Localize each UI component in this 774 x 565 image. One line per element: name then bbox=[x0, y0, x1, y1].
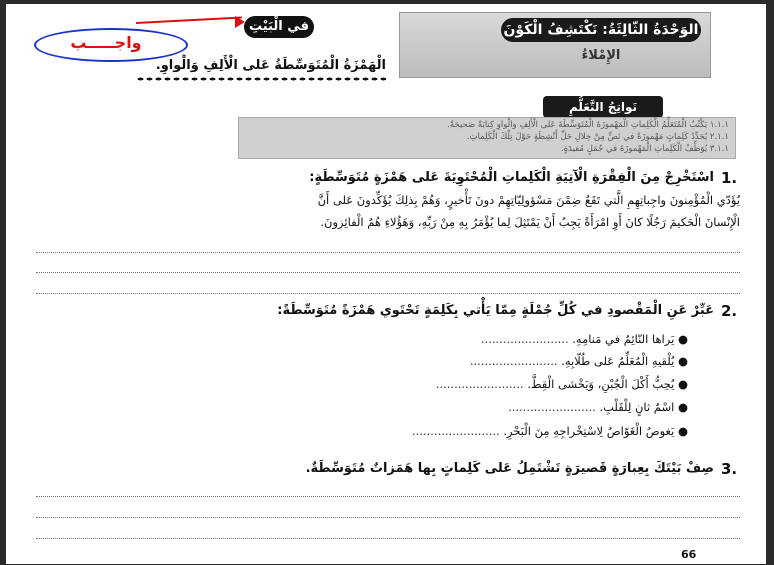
arrow-line bbox=[136, 16, 242, 24]
question-2-item: ● يُحِبُّ أَكْلَ الْجُبْنِ، وَيَخْشى الْقِطَّ. ........................ bbox=[435, 377, 688, 391]
question-3-number: 3. bbox=[721, 460, 738, 478]
answer-blank[interactable]: ........................ bbox=[480, 332, 569, 346]
lesson-topic: الْهَمْزَةُ الْمُتَوَسِّطَةُ عَلى الْأَلِفِ وَالْواوِ. bbox=[155, 58, 386, 73]
answer-line[interactable] bbox=[36, 538, 740, 539]
homework-label: واجـــــب bbox=[70, 33, 142, 52]
answer-line[interactable] bbox=[36, 272, 740, 273]
question-2-item: ● يَغوصُ الْغَوّاصُ لِاسْتِخْراجِهِ مِنَ الْبَحْرِ. ........................ bbox=[411, 424, 688, 438]
answer-line[interactable] bbox=[36, 293, 740, 294]
outcome-line: ٣.١.١ يُوَظِّفُ الْكَلِماتِ الْمَهْموزَةَ في جُمَلٍ مُفيدَةٍ. bbox=[560, 144, 729, 154]
unit-title: الوَحْدَةُ الثّالِثَةُ: نَكْتَشِفُ الْكَوْنَ bbox=[501, 18, 701, 42]
bullet-icon: ● bbox=[674, 332, 688, 346]
answer-blank[interactable]: ........................ bbox=[469, 354, 558, 368]
answer-line[interactable] bbox=[36, 252, 740, 253]
outcome-line: ٢.١.١ يُحَدِّدُ كَلِماتٍ مَهْموزَةً في نَصٍّ مِنْ خِلالِ حَلِّ أَنْشِطَةٍ حَوْلَ تِلْكَ الْكَلِماتِ. bbox=[466, 132, 729, 142]
arrow-head-icon bbox=[235, 16, 245, 28]
bullet-icon: ● bbox=[674, 354, 688, 368]
bullet-icon: ● bbox=[674, 424, 688, 438]
answer-line[interactable] bbox=[36, 496, 740, 497]
bullet-icon: ● bbox=[674, 377, 688, 391]
topic-dotted-underline bbox=[136, 77, 386, 81]
outcomes-badge: نَواتِجُ التَّعَلُّمِ bbox=[543, 96, 663, 118]
question-3-title: صِفْ بَيْتَكَ بِعِبارَةٍ قَصيرَةٍ تَشْتَمِلُ عَلى كَلِماتٍ بِها هَمَزاتٌ مُتَوَسِّطَةٌ. bbox=[305, 461, 714, 476]
bullet-icon: ● bbox=[674, 400, 688, 414]
page-number: 66 bbox=[681, 548, 697, 561]
question-1-line-1: يُؤَدّي الْمُؤْمِنونَ واجِباتِهِمِ الَّتي تَقَعُ ضِمْنَ مَسْؤولِيّاتِهِمْ دونَ تَأْخيرٍ، وَهُمْ بِذلِكَ يُؤَكِّدونَ عَلى أَنَّ bbox=[317, 193, 740, 207]
home-badge: في الْبَيْتِ bbox=[244, 16, 314, 38]
question-2-number: 2. bbox=[721, 302, 738, 320]
outcomes-box bbox=[238, 117, 736, 159]
unit-subtitle: الإِمْلاءُ bbox=[581, 48, 621, 63]
question-2-item: ● يَراها النّائِمُ في مَنامِهِ. ........................ bbox=[480, 332, 688, 346]
worksheet-page bbox=[6, 4, 766, 564]
question-1-number: 1. bbox=[721, 169, 738, 187]
question-1-title: اسْتَخْرِجْ مِنَ الْفِقْرَةِ الْآتِيَةِ الْكَلِماتِ الْمُحْتَوِيَةَ عَلى هَمْزَةٍ مُتَوَسِّطَةٍ: bbox=[309, 170, 714, 185]
question-1-line-2: الْإِنْسانَ الْحَكيمَ رَجُلًا كانَ أَوِ امْرَأَةً يَجِبُ أَنْ يَمْتَثِلَ لِما يُؤْمَرُ بِهِ مِنْ رَبِّهِ، وَهَؤُلاءِ هُمُ الْفائِزونَ. bbox=[320, 215, 740, 229]
answer-line[interactable] bbox=[36, 517, 740, 518]
outcome-line: ١.١.١ يَكْتُبُ الْمُتَعَلِّمُ الْكَلِماتِ الْمَهْموزَةَ الْمُتَوَسِّطَةَ عَلى الْأَلِفِ والْواوِ كِتابَةً صَحيحَةً. bbox=[447, 120, 729, 130]
question-2-title: عَبِّرْ عَنِ الْمَقْصودِ في كُلِّ جُمْلَةٍ مِمّا يَأْتي بِكَلِمَةٍ تَحْتَوي هَمْزَةً مُتَوَسِّطَةً: bbox=[277, 303, 714, 318]
answer-blank[interactable]: ........................ bbox=[435, 377, 524, 391]
answer-blank[interactable]: ........................ bbox=[411, 424, 500, 438]
answer-blank[interactable]: ........................ bbox=[508, 400, 596, 414]
question-2-item: ● يُلْقيهِ الْمُعَلِّمُ عَلى طُلّابِهِ. ........................ bbox=[469, 354, 688, 368]
question-2-item: ● اسْمٌ ثانٍ لِلْقَلْبِ. ........................ bbox=[508, 400, 688, 414]
